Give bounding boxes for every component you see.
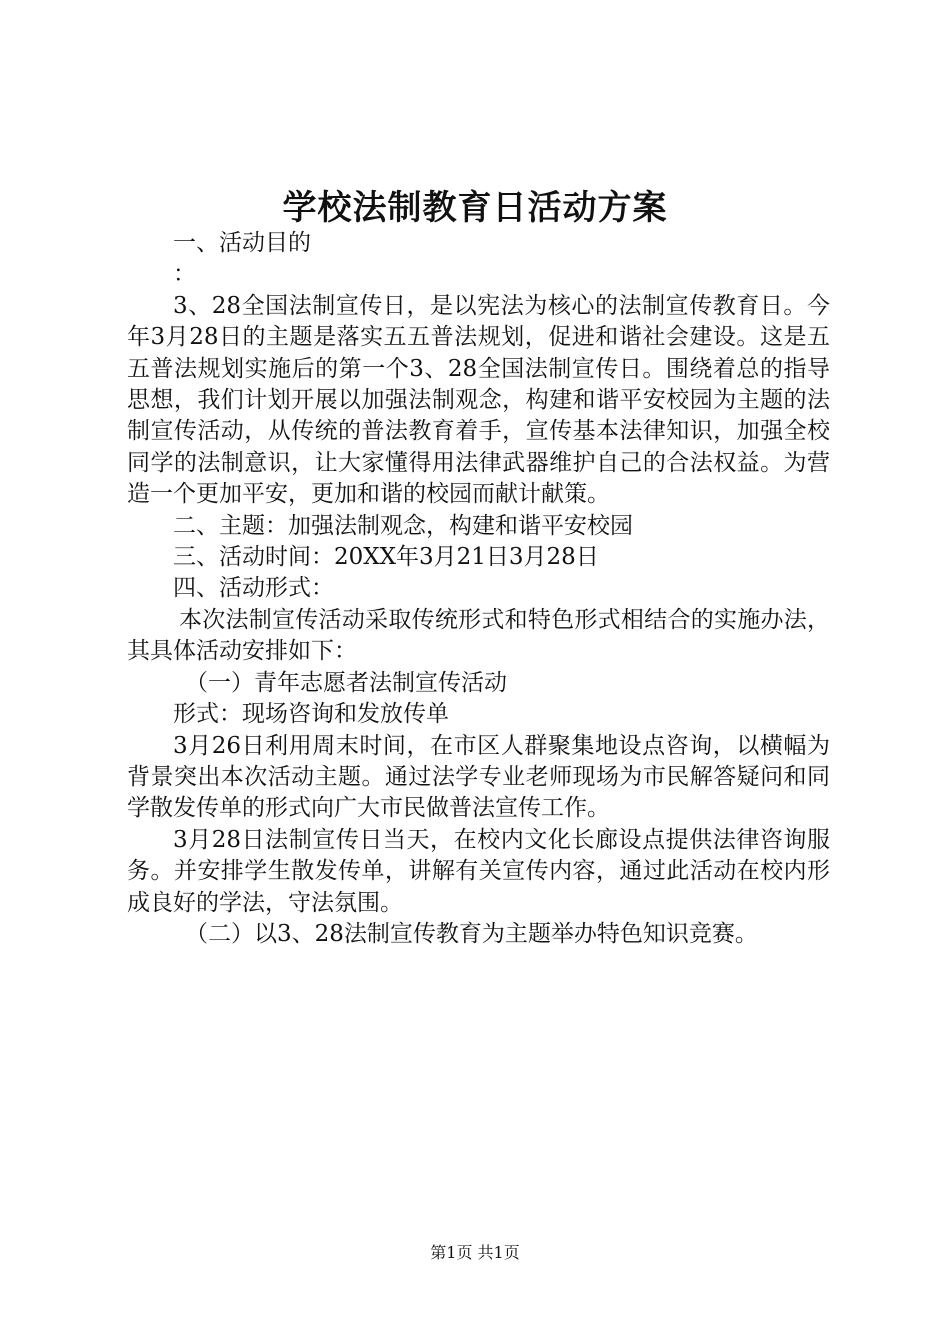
document-body — [127, 228, 830, 950]
paragraph-background: 3、28全国法制宣传日，是以宪法为核心的法制宣传教育日。今年3月28日的主题是落实五五普法规划，促进和谐社会建设。这是五五普法规划实施后的第一个3、28全国法制宣传日。围绕着总的指导思想，我们计划开展以加强法制观念，构建和谐平安校园为主题的法制宣传活动，从传统的普法教育着手，宣传基本法律知识，加强全校同学的法制意识，让大家懂得用法律武器维护自己的合法权益。为营造一个更加平安，更加和谐的校园而献计献策。 — [127, 292, 830, 508]
section-heading-format: 四、活动形式： — [173, 575, 334, 602]
subsection-heading-volunteer: （一）青年志愿者法制宣传活动 — [185, 669, 507, 696]
colon-line: ： — [173, 261, 196, 288]
section-heading-theme: 二、主题：加强法制观念，构建和谐平安校园 — [173, 512, 633, 539]
page-footer: 第1页 共1页 — [430, 1243, 520, 1262]
document-title: 学校法制教育日活动方案 — [282, 188, 668, 228]
subsection-heading-contest: （二）以3、28法制宣传教育为主题举办特色知识竞赛。 — [185, 920, 758, 947]
paragraph-volunteer-format: 形式：现场咨询和发放传单 — [173, 701, 449, 728]
paragraph-format-intro: 本次法制宣传活动采取传统形式和特色形式相结合的实施办法，其具体活动安排如下： — [127, 606, 830, 665]
paragraph-march-28: 3月28日法制宣传日当天，在校内文化长廊设点提供法律咨询服务。并安排学生散发传单，讲解有关宣传内容，通过此活动在校内形成良好的学法，守法氛围。 — [127, 826, 830, 916]
section-heading-purpose: 一、活动目的 — [173, 230, 311, 256]
paragraph-march-26: 3月26日利用周末时间，在市区人群聚集地设点咨询，以横幅为背景突出本次活动主题。通过法学专业老师现场为市民解答疑问和同学散发传单的形式向广大市民做普法宣传工作。 — [127, 732, 830, 822]
section-heading-time: 三、活动时间：20XX年3月21日3月28日 — [173, 544, 599, 571]
